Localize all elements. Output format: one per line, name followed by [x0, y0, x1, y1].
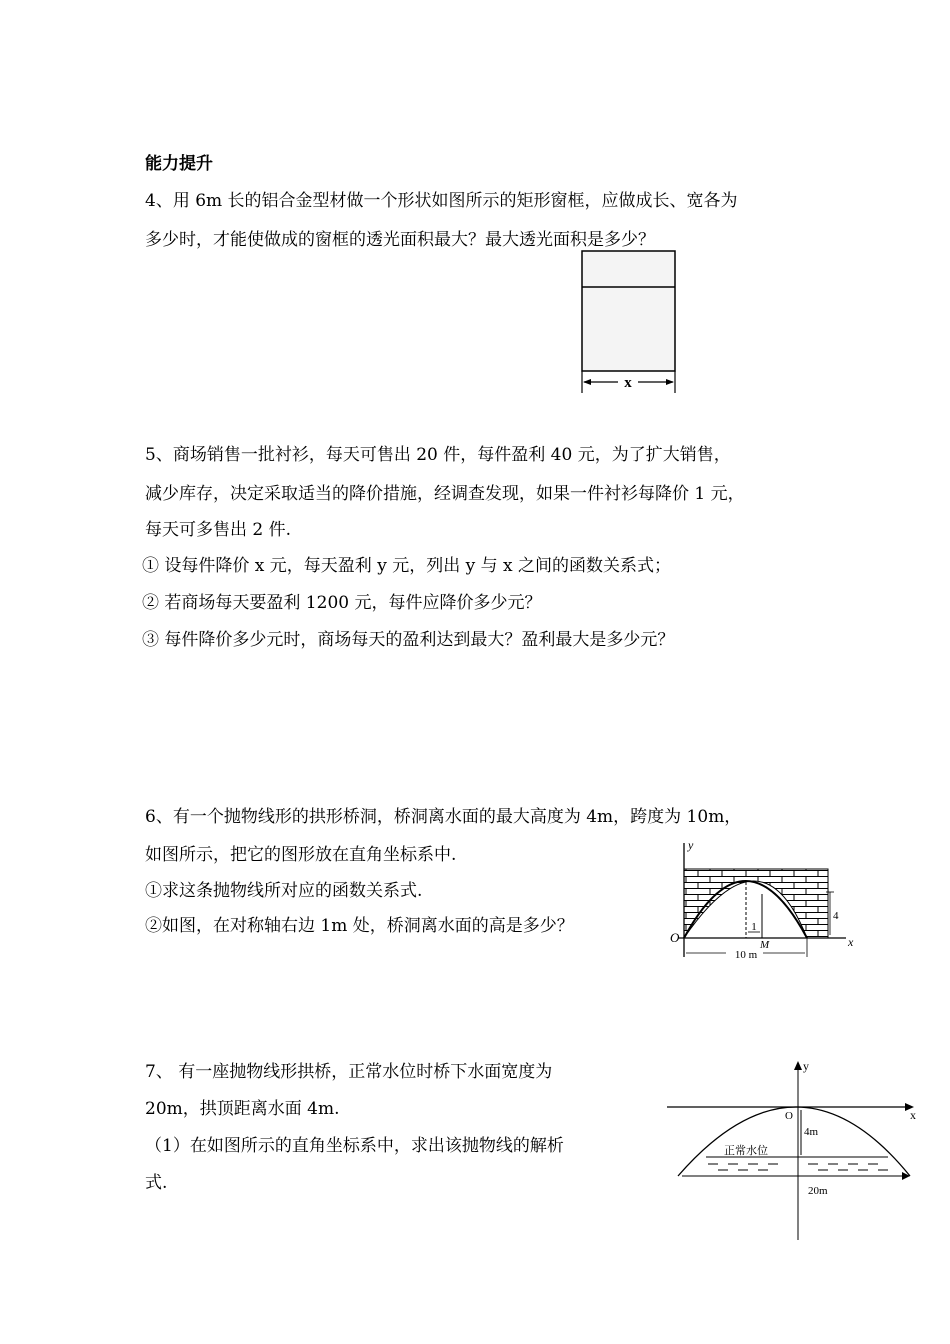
q4-line-2: 多少时，才能使做成的窗框的透光面积最大？最大透光面积是多少？ [145, 230, 655, 250]
q6-line-1: 6、有一个抛物线形的拱形桥洞，桥洞离水面的最大高度为 4m，跨度为 10m， [145, 807, 742, 827]
q7-bridge-figure [662, 1058, 924, 1244]
q6-item-2: ②如图，在对称轴右边 1m 处，桥洞离水面的高是多少？ [145, 916, 574, 936]
label-four: 4 [833, 910, 839, 922]
q4-window-figure [578, 248, 678, 396]
q6-line-2: 如图所示，把它的图形放在直角坐标系中. [145, 845, 457, 865]
arch-curve [678, 1107, 910, 1176]
label-x: x [910, 1108, 916, 1122]
label-width: 20m [808, 1185, 828, 1197]
q7-item-1b: 式. [145, 1173, 168, 1193]
label-one: 1 [751, 921, 757, 933]
label-y: y [803, 1059, 809, 1073]
q7-line-1: 7、 有一座抛物线形拱桥，正常水位时桥下水面宽度为 [145, 1062, 553, 1082]
q5-item-1: ① 设每件降价 x 元，每天盈利 y 元，列出 y 与 x 之间的函数关系式； [142, 556, 672, 576]
label-depth: 4m [804, 1126, 819, 1138]
q5-line-3: 每天可多售出 2 件. [145, 520, 292, 540]
q5-line-2: 减少库存，决定采取适当的降价措施，经调查发现，如果一件衬衫每降价 1 元， [145, 484, 745, 504]
label-origin: O [785, 1110, 793, 1122]
label-span: 10 m [734, 949, 758, 961]
label-x: x [848, 935, 854, 949]
q5-line-1: 5、商场销售一批衬衫，每天可售出 20 件，每件盈利 40 元，为了扩大销售， [145, 445, 731, 465]
q4-line-1: 4、用 6m 长的铝合金型材做一个形状如图所示的矩形窗框，应做成长、宽各为 [145, 191, 738, 211]
q7-line-2: 20m，拱顶距离水面 4m. [145, 1099, 340, 1119]
q6-bridge-figure [668, 835, 858, 965]
label-m: M [760, 939, 770, 951]
q5-item-3: ③ 每件降价多少元时，商场每天的盈利达到最大？盈利最大是多少元？ [142, 630, 675, 650]
label-normal-water: 正常水位 [724, 1145, 768, 1157]
q5-item-2: ② 若商场每天要盈利 1200 元，每件应降价多少元？ [142, 593, 542, 613]
q7-item-1a: （1）在如图所示的直角坐标系中，求出该抛物线的解析 [145, 1136, 564, 1156]
label-y: y [688, 838, 694, 852]
label-origin: O [670, 930, 680, 945]
x-dimension-label: x [624, 375, 632, 391]
q6-item-1: ①求这条抛物线所对应的函数关系式. [145, 881, 423, 901]
window-frame [582, 251, 675, 371]
section-title: 能力提升 [145, 154, 213, 174]
